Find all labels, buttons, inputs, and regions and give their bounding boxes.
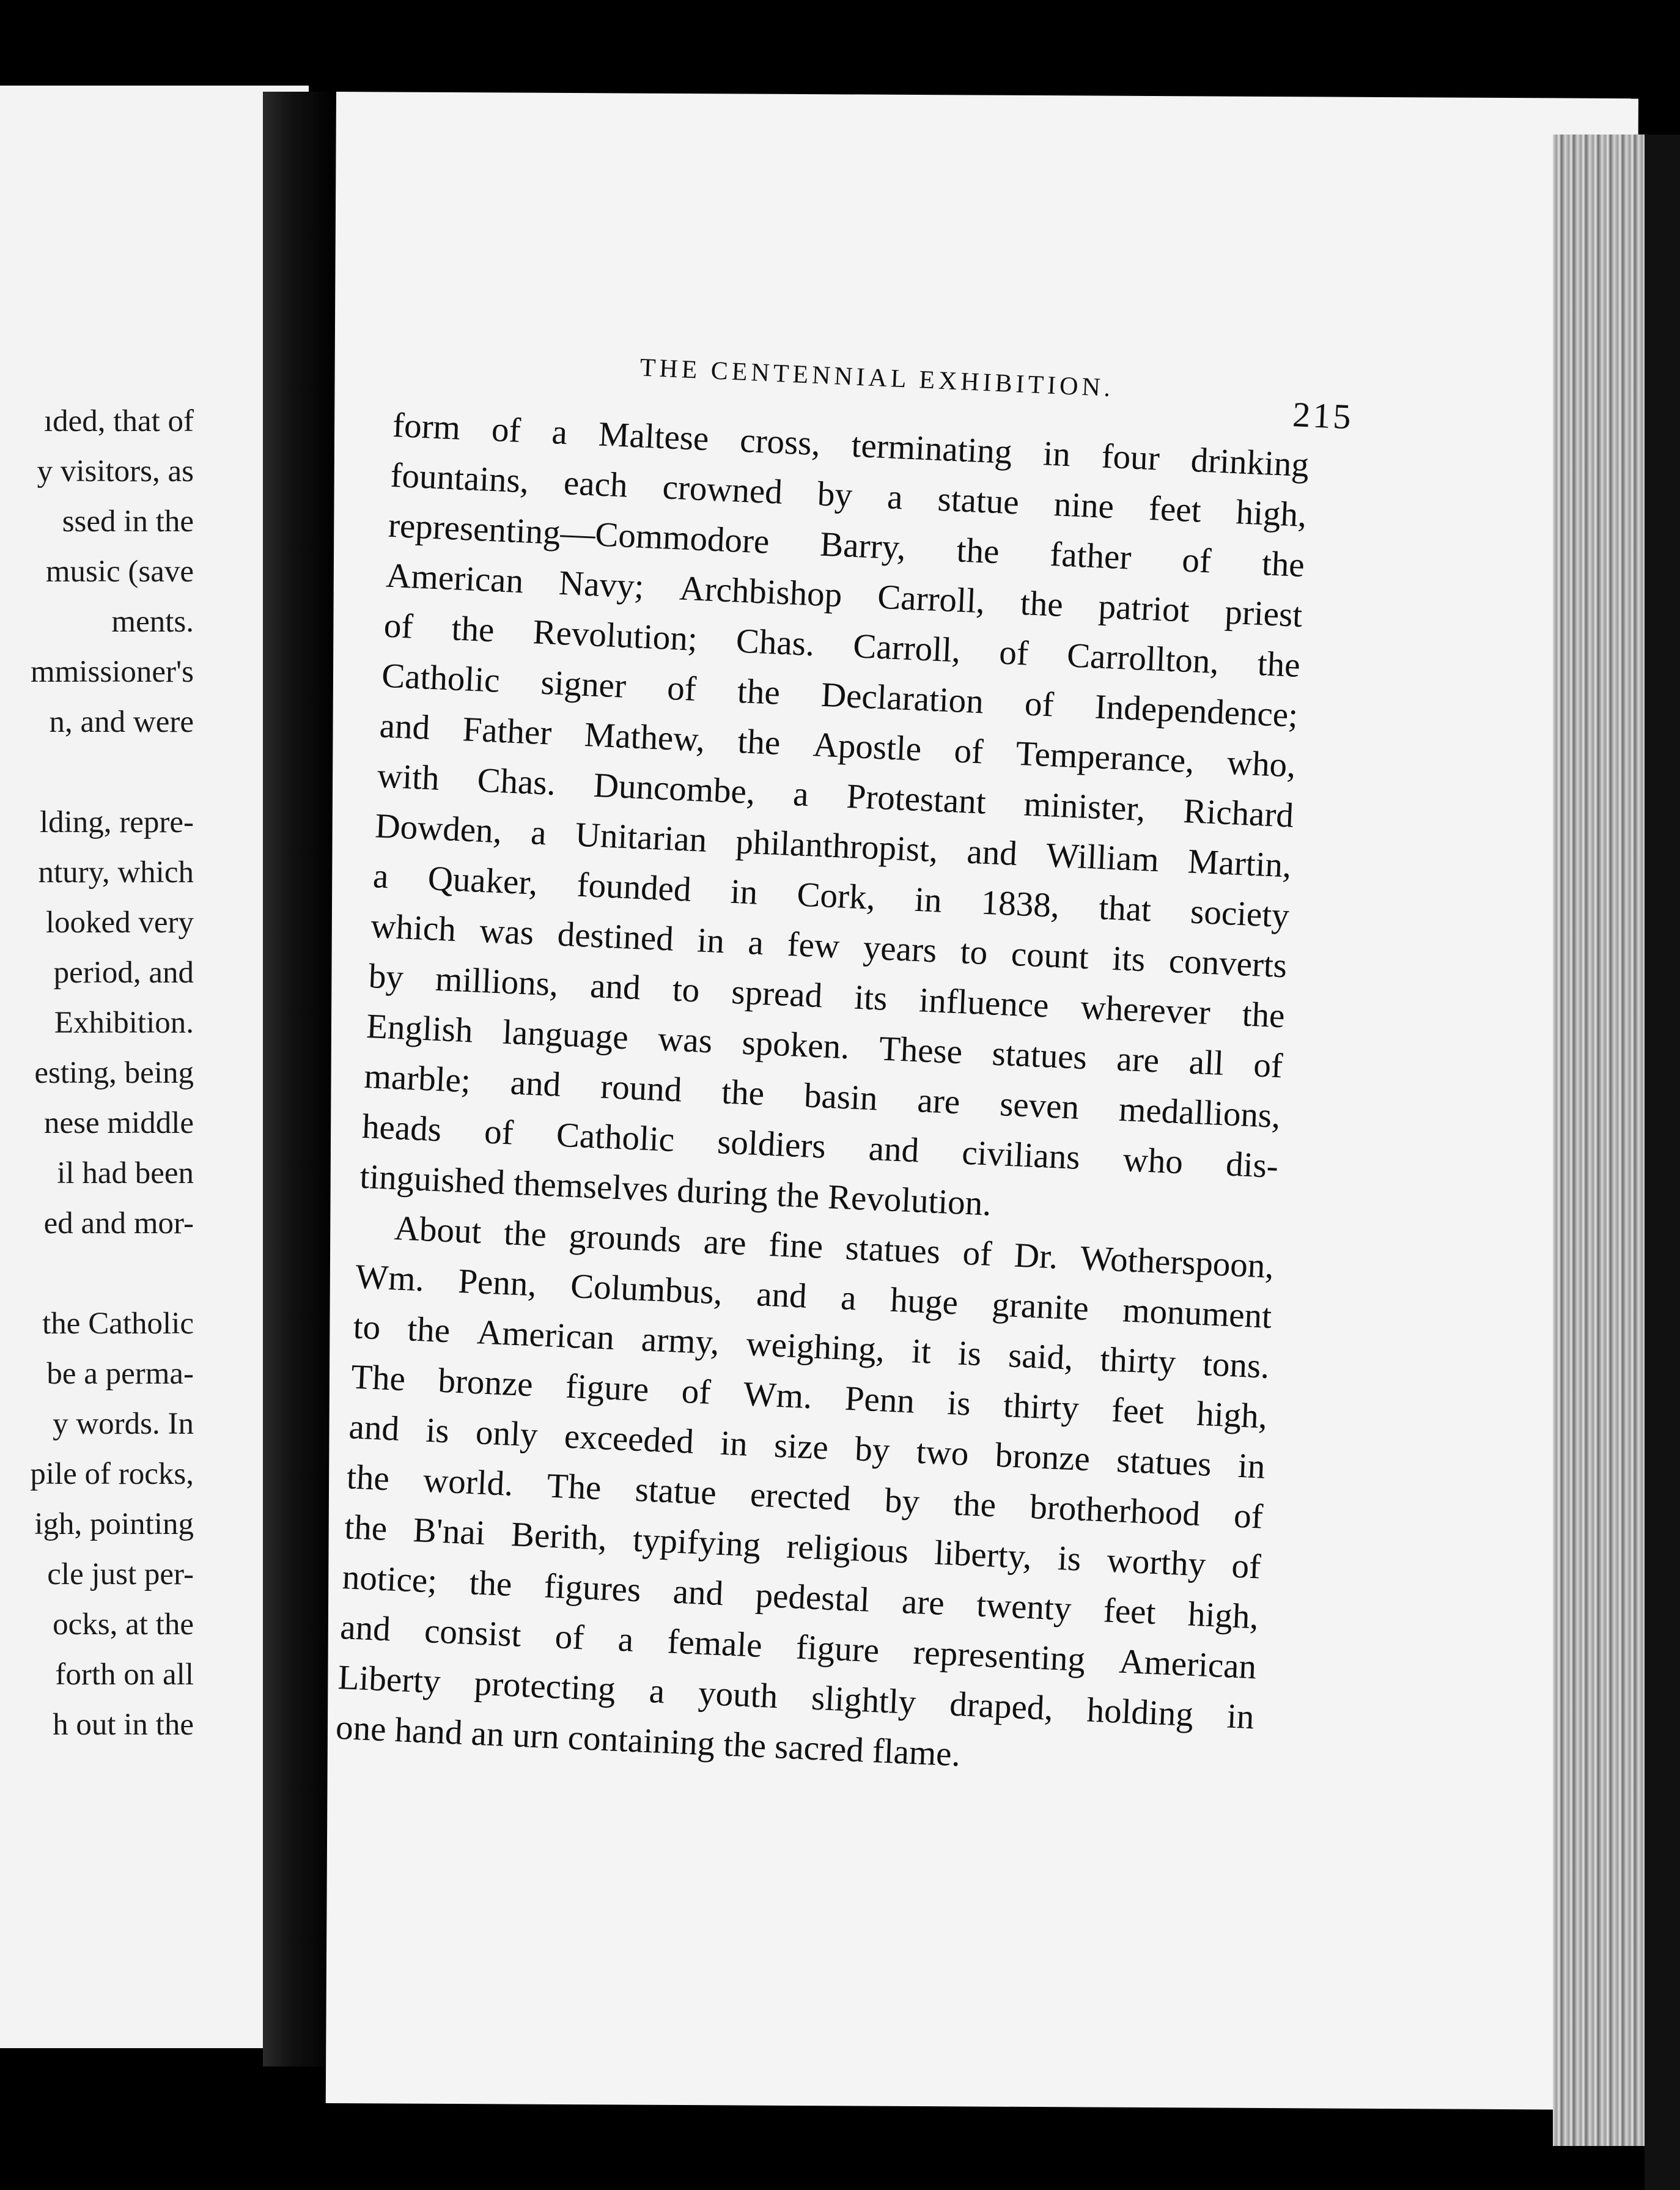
- word: notice;: [341, 1558, 438, 1601]
- word: tinguished: [359, 1157, 515, 1203]
- word: four: [1100, 437, 1161, 478]
- word: the: [451, 609, 495, 650]
- word: feet: [1102, 1591, 1157, 1632]
- word: of: [1023, 684, 1055, 724]
- word: Revolution.: [827, 1178, 992, 1223]
- running-head: THE CENTENNIAL EXHIBITION.: [639, 353, 1115, 403]
- left-line: esting, being: [34, 1056, 194, 1090]
- word: Catholic: [381, 656, 501, 700]
- word: are: [1116, 1039, 1160, 1080]
- word: of: [666, 668, 698, 709]
- word: with: [376, 756, 440, 798]
- word: American: [385, 556, 525, 601]
- word: few: [786, 924, 841, 966]
- word: years: [862, 928, 938, 970]
- word: of: [383, 606, 414, 646]
- word: fountains,: [389, 455, 530, 501]
- word: philanthropist,: [735, 822, 939, 870]
- word: Wotherspoon,: [1079, 1239, 1275, 1286]
- word: Independence;: [1094, 687, 1299, 735]
- word: and: [339, 1607, 392, 1649]
- word: statues: [1116, 1441, 1212, 1484]
- word: Unitarian: [574, 815, 708, 860]
- word: medallions,: [1118, 1089, 1281, 1136]
- word: in: [1042, 434, 1072, 474]
- word: protecting: [473, 1664, 617, 1709]
- word: spread: [731, 972, 823, 1016]
- word: Revolution;: [532, 613, 699, 658]
- word: by: [854, 1429, 891, 1470]
- word: priest: [1224, 592, 1303, 635]
- word: by: [816, 474, 853, 515]
- word: feet: [1148, 489, 1202, 530]
- word: erected: [749, 1475, 852, 1519]
- word: terminating: [850, 426, 1013, 472]
- word: world.: [422, 1461, 514, 1504]
- word: Wm.: [742, 1374, 813, 1417]
- word: in: [696, 921, 726, 961]
- word: Carroll,: [852, 627, 962, 670]
- word: all: [1188, 1042, 1225, 1083]
- word: is: [1056, 1539, 1082, 1579]
- word: hand: [394, 1711, 473, 1753]
- word: twenty: [976, 1585, 1072, 1629]
- word: Liberty: [337, 1657, 441, 1701]
- word: Duncombe,: [592, 765, 756, 812]
- word: each: [562, 463, 628, 505]
- word: bronze: [994, 1436, 1091, 1479]
- word: the: [1019, 583, 1064, 624]
- word: About: [393, 1209, 482, 1252]
- word: soldiers: [717, 1123, 827, 1166]
- word: slightly: [810, 1678, 917, 1722]
- word: Maltese: [597, 415, 710, 459]
- word: the: [956, 531, 1000, 572]
- word: in: [1226, 1697, 1255, 1737]
- word: the: [503, 1214, 548, 1255]
- word: of: [953, 731, 984, 772]
- word: weighing,: [745, 1324, 886, 1370]
- word: The: [546, 1466, 602, 1508]
- word: fine: [768, 1225, 824, 1266]
- word: Father: [462, 710, 553, 753]
- word: Catholic: [555, 1115, 676, 1160]
- word: flame.: [871, 1731, 962, 1774]
- word: which: [370, 907, 457, 949]
- left-line: ments.: [111, 605, 194, 639]
- word: Protestant: [846, 776, 987, 822]
- word: signer: [540, 663, 627, 706]
- word: Navy;: [558, 563, 645, 606]
- word: holding: [1086, 1690, 1195, 1734]
- word: of: [1232, 1496, 1264, 1536]
- word: language: [501, 1012, 630, 1057]
- word: civilians: [961, 1133, 1081, 1177]
- left-line: cle just per-: [47, 1557, 194, 1591]
- word: a: [372, 857, 389, 896]
- word: basin: [803, 1076, 879, 1118]
- word: Barry,: [819, 525, 907, 567]
- left-line: h out in the: [53, 1708, 194, 1742]
- word: the: [407, 1310, 451, 1351]
- word: size: [773, 1426, 830, 1467]
- word: cross,: [739, 421, 822, 463]
- word: a: [617, 1620, 635, 1659]
- word: William: [1045, 836, 1160, 880]
- word: converts: [1168, 942, 1288, 986]
- word: of: [1181, 540, 1212, 581]
- word: round: [600, 1067, 683, 1110]
- word: of: [998, 633, 1030, 673]
- page-number: 215: [1292, 394, 1354, 437]
- word: count: [1010, 934, 1090, 977]
- word: worthy: [1106, 1541, 1207, 1584]
- word: Berith,: [510, 1515, 608, 1558]
- word: sacred: [773, 1727, 874, 1771]
- word: by: [367, 957, 405, 997]
- word: influence: [918, 981, 1050, 1025]
- word: only: [474, 1413, 539, 1454]
- word: a: [747, 923, 765, 963]
- word: of: [1253, 1045, 1284, 1086]
- word: Penn: [844, 1379, 916, 1421]
- word: and: [509, 1063, 562, 1104]
- left-line: Exhibition.: [54, 1006, 194, 1040]
- word: wherever: [1080, 987, 1211, 1033]
- word: Penn,: [457, 1261, 538, 1304]
- word: These: [878, 1029, 963, 1072]
- word: is: [425, 1410, 450, 1451]
- word: a: [551, 413, 569, 452]
- word: figure: [564, 1366, 650, 1409]
- word: it: [910, 1332, 932, 1371]
- left-line: music (save: [45, 555, 194, 589]
- word: of: [962, 1233, 993, 1274]
- word: dis-: [1225, 1145, 1280, 1186]
- word: Declaration: [820, 675, 985, 721]
- word: Carrollton,: [1066, 636, 1220, 682]
- word: statue: [634, 1470, 718, 1513]
- word: Quaker,: [427, 859, 539, 902]
- word: destined: [556, 915, 675, 959]
- word: of: [680, 1371, 712, 1412]
- word: monument: [1122, 1291, 1273, 1336]
- word: feet: [1111, 1390, 1165, 1432]
- word: urn: [512, 1716, 569, 1757]
- word: a: [886, 477, 904, 517]
- word: the: [952, 1484, 997, 1525]
- word: Mathew,: [583, 715, 706, 759]
- word: said,: [1008, 1336, 1074, 1377]
- word: to: [352, 1307, 381, 1348]
- word: containing: [567, 1718, 724, 1764]
- word: a: [839, 1278, 857, 1318]
- word: its: [853, 978, 888, 1018]
- word: one: [334, 1708, 396, 1749]
- word: high,: [1196, 1394, 1269, 1436]
- left-line: pile of rocks,: [30, 1457, 194, 1491]
- word: high,: [1235, 493, 1308, 535]
- scan-border: [1645, 135, 1680, 2190]
- word: Columbus,: [569, 1266, 724, 1312]
- word: grounds: [568, 1216, 682, 1260]
- word: Temperance,: [1015, 734, 1195, 781]
- left-line: y visitors, as: [37, 454, 194, 489]
- word: of: [554, 1617, 585, 1657]
- word: who: [1122, 1140, 1184, 1182]
- left-line: ıded, that of: [43, 404, 194, 438]
- word: the: [721, 1072, 765, 1113]
- word: was: [657, 1019, 713, 1061]
- word: millions,: [434, 959, 559, 1004]
- word: American: [1118, 1642, 1258, 1687]
- word: a: [648, 1672, 666, 1711]
- word: Cork,: [796, 875, 877, 917]
- word: pedestal: [754, 1576, 871, 1620]
- word: Wm.: [355, 1257, 426, 1299]
- word: tons.: [1201, 1344, 1270, 1386]
- word: seven: [999, 1085, 1080, 1127]
- word: of: [483, 1112, 515, 1152]
- word: draped,: [949, 1684, 1054, 1728]
- word: statues: [991, 1034, 1088, 1077]
- word: exceeded: [563, 1417, 695, 1461]
- word: in: [913, 880, 943, 920]
- word: father: [1049, 534, 1132, 577]
- word: English: [366, 1006, 474, 1050]
- word: the: [1256, 644, 1301, 685]
- word: are: [901, 1582, 946, 1623]
- word: representing: [912, 1632, 1086, 1679]
- word: Carroll,: [877, 577, 986, 621]
- word: consist: [423, 1612, 522, 1654]
- word: bronze: [437, 1361, 534, 1404]
- word: a: [529, 813, 548, 853]
- word: an: [470, 1714, 514, 1755]
- word: founded: [576, 865, 692, 909]
- word: in: [729, 872, 759, 912]
- left-line: forth on all: [55, 1657, 194, 1692]
- word: typifying: [632, 1520, 762, 1565]
- word: to: [671, 970, 701, 1010]
- word: is: [946, 1383, 972, 1423]
- word: the: [737, 721, 781, 762]
- word: figures: [543, 1566, 642, 1610]
- word: themselves: [512, 1163, 678, 1210]
- word: statues: [844, 1228, 941, 1272]
- word: Dr.: [1013, 1236, 1059, 1277]
- word: its: [1111, 939, 1146, 979]
- word: the: [345, 1458, 391, 1499]
- left-line: lding, repre-: [39, 805, 194, 839]
- word: female: [666, 1622, 763, 1665]
- word: American: [476, 1313, 616, 1358]
- word: figure: [795, 1628, 880, 1670]
- word: Archbishop: [679, 569, 843, 615]
- word: two: [915, 1432, 970, 1473]
- left-line: n, and were: [49, 705, 194, 739]
- left-line: looked very: [45, 905, 194, 940]
- left-line: y words. In: [53, 1407, 194, 1441]
- word: is: [957, 1333, 982, 1374]
- left-line: ssed in the: [62, 504, 194, 539]
- word: representing—Commodore: [387, 506, 770, 561]
- word: the: [344, 1508, 388, 1549]
- word: and: [966, 832, 1019, 874]
- word: and: [672, 1572, 724, 1613]
- word: heads: [361, 1107, 443, 1149]
- word: The: [350, 1357, 407, 1399]
- left-line: period, and: [53, 956, 194, 990]
- left-line: nese middle: [43, 1106, 194, 1140]
- left-line: igh, pointing: [34, 1507, 194, 1541]
- word: high,: [1187, 1595, 1260, 1637]
- word: minister,: [1023, 784, 1146, 829]
- left-line: ocks, at the: [53, 1607, 194, 1642]
- word: brotherhood: [1029, 1488, 1201, 1534]
- word: thirty: [1002, 1385, 1080, 1428]
- word: and: [378, 706, 431, 747]
- word: are: [916, 1081, 961, 1122]
- left-line: il had been: [57, 1156, 194, 1190]
- word: to: [959, 932, 989, 973]
- word: of: [490, 410, 521, 450]
- word: patriot: [1097, 587, 1190, 630]
- word: and: [348, 1407, 400, 1448]
- word: and: [756, 1275, 808, 1316]
- body-text: [335, 400, 1310, 1793]
- word: the: [776, 1175, 829, 1217]
- word: liberty,: [934, 1533, 1033, 1577]
- word: religious: [786, 1527, 910, 1571]
- word: the: [1261, 544, 1306, 585]
- word: and: [868, 1129, 920, 1170]
- word: and: [589, 966, 642, 1008]
- word: statue: [937, 479, 1020, 522]
- word: huge: [889, 1280, 959, 1322]
- word: in: [720, 1423, 749, 1464]
- left-line: be a perma-: [46, 1357, 194, 1391]
- word: marble;: [363, 1056, 472, 1101]
- word: by: [883, 1481, 921, 1522]
- word: Richard: [1182, 791, 1295, 835]
- word: that: [1098, 888, 1152, 929]
- word: youth: [698, 1673, 779, 1716]
- word: Apostle: [812, 725, 923, 769]
- word: during: [676, 1171, 778, 1214]
- left-line: ntury, which: [38, 855, 194, 890]
- word: in: [1237, 1446, 1266, 1486]
- word: the: [468, 1563, 513, 1604]
- word: was: [479, 911, 535, 953]
- word: Chas.: [476, 761, 557, 803]
- word: thirty: [1099, 1340, 1177, 1382]
- word: Martin,: [1187, 842, 1292, 885]
- word: Dowden,: [374, 806, 503, 851]
- word: granite: [991, 1285, 1090, 1328]
- word: who,: [1226, 743, 1297, 785]
- left-line: ed and mor-: [43, 1206, 194, 1241]
- word: drinking: [1190, 440, 1310, 485]
- word: the: [1241, 995, 1286, 1036]
- word: Chas.: [735, 621, 816, 664]
- word: 1838,: [980, 883, 1061, 926]
- word: spoken.: [741, 1023, 850, 1067]
- left-line: mmissioner's: [30, 655, 194, 689]
- word: form: [391, 405, 462, 448]
- word: crowned: [661, 468, 784, 512]
- left-line: the Catholic: [42, 1307, 194, 1341]
- word: a: [792, 775, 810, 814]
- word: are: [702, 1222, 748, 1263]
- word: society: [1189, 892, 1291, 935]
- word: B'nai: [412, 1511, 486, 1553]
- word: army,: [640, 1320, 720, 1362]
- word: the: [736, 671, 781, 712]
- book-gutter: [263, 92, 336, 2066]
- word: the: [723, 1725, 776, 1766]
- word: of: [1231, 1546, 1262, 1587]
- word: nine: [1053, 485, 1115, 526]
